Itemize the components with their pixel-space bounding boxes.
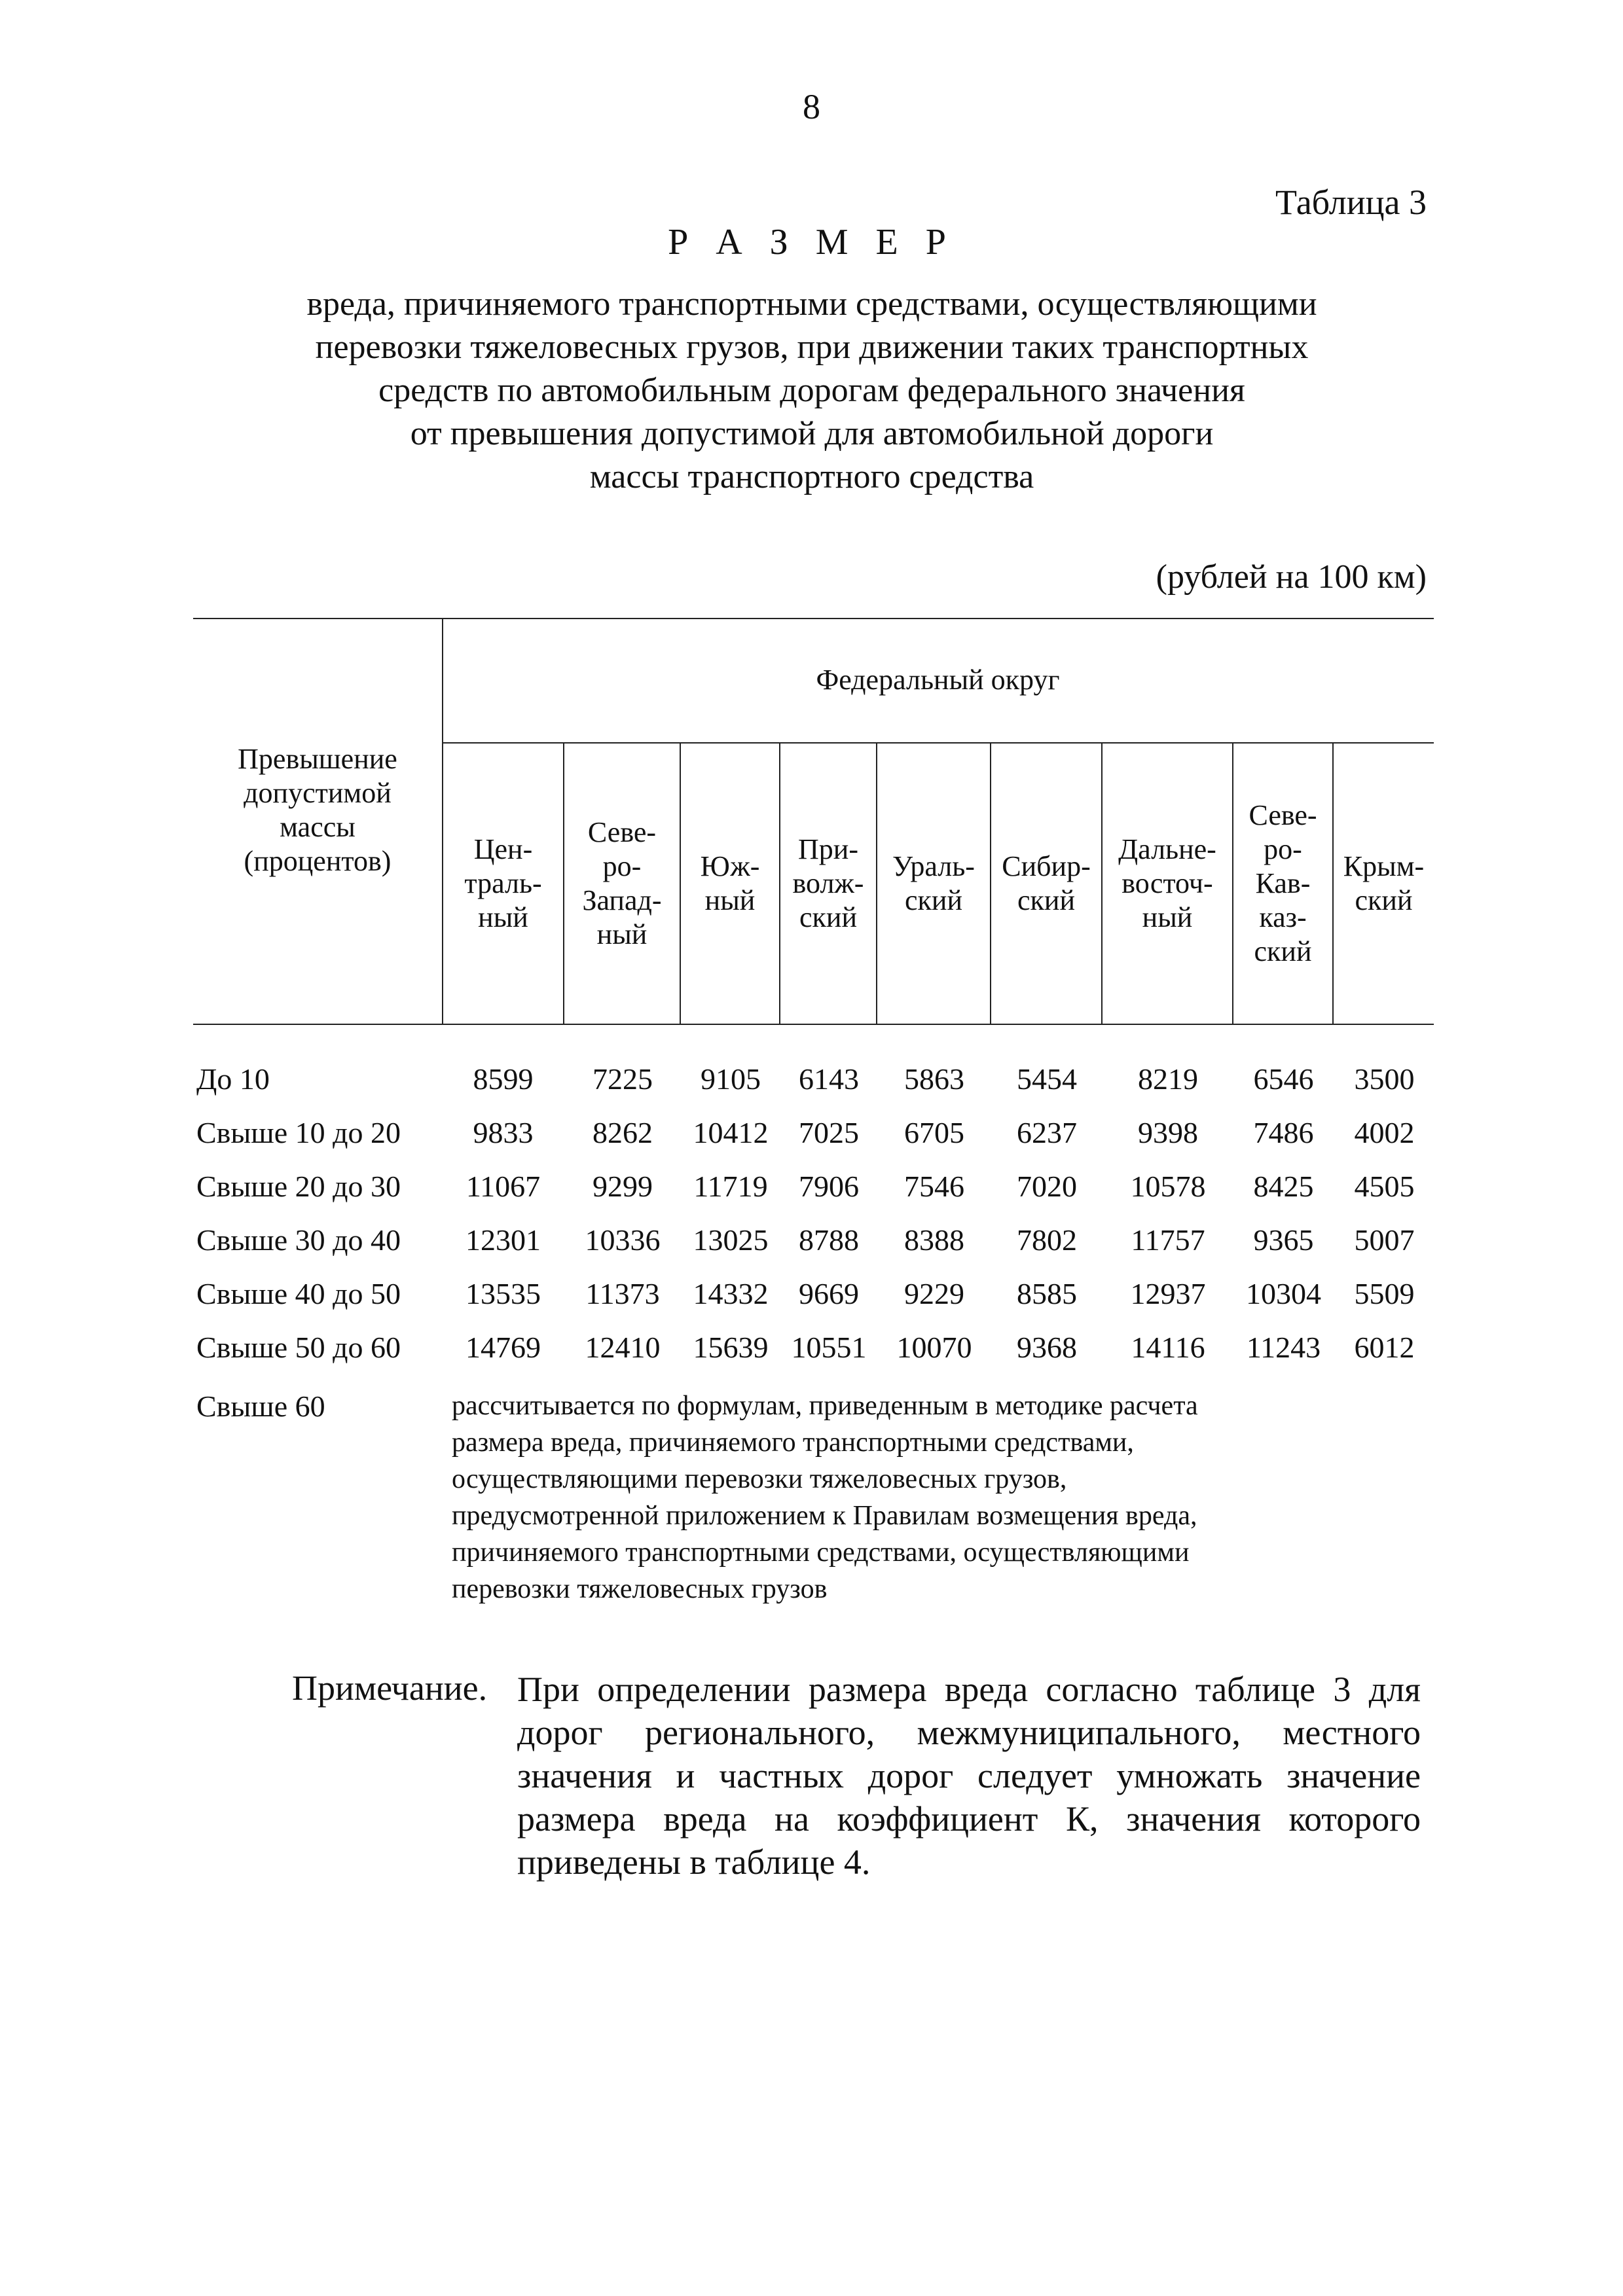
header-line: Кав- xyxy=(1255,867,1311,899)
cell-value: 4002 xyxy=(1354,1116,1415,1149)
column-header-crimean xyxy=(1334,744,1434,1024)
cell-value: 11067 xyxy=(465,1170,541,1203)
cell-value: 11243 xyxy=(1246,1331,1321,1364)
cell-value: 9833 xyxy=(473,1116,534,1149)
table-label: Таблица 3 xyxy=(1275,183,1427,222)
cell-value: 10412 xyxy=(693,1116,769,1149)
subtitle-line: средств по автомобильным дорогам федерального значения xyxy=(378,372,1245,409)
header-line: ский xyxy=(1017,884,1075,916)
description-line: размера вреда, причиняемого транспортными средствами, xyxy=(452,1427,1134,1458)
group-header: Федеральный округ xyxy=(816,664,1060,696)
note-text: При определении размера вреда согласно таблице 3 для дорог регионального, межмуниципального, местного значения и частных дорог следует умножать значение размера вреда на коэффициент К, значения которого приведены в таблице 4. xyxy=(517,1670,1421,1882)
table-row xyxy=(196,1223,1437,1268)
description-line: причиняемого транспортными средствами, осуществляющими xyxy=(452,1537,1190,1568)
row-header-line: Превышение xyxy=(238,743,397,775)
cell-value: 5007 xyxy=(1354,1223,1415,1257)
cell-value: 7225 xyxy=(593,1062,653,1096)
cell-value: 7020 xyxy=(1017,1170,1077,1203)
column-header-volga xyxy=(780,744,876,1024)
cell-value: 5863 xyxy=(904,1062,964,1096)
row-label: Свыше 30 до 40 xyxy=(196,1223,401,1257)
description-line: предусмотренной приложением к Правилам возмещения вреда, xyxy=(452,1501,1197,1531)
header-line: волж- xyxy=(792,867,864,899)
cell-value: 7546 xyxy=(904,1170,964,1203)
cell-value: 10336 xyxy=(585,1223,661,1257)
cell-value: 9229 xyxy=(904,1277,964,1310)
description-line: осуществляющими перевозки тяжеловесных грузов, xyxy=(452,1464,1067,1494)
header-line: каз- xyxy=(1259,901,1307,933)
cell-value: 9105 xyxy=(701,1062,761,1096)
row-header-line: массы xyxy=(280,811,356,843)
header-line: ный xyxy=(478,901,528,933)
header-line: ный xyxy=(1142,901,1193,933)
header-line: траль- xyxy=(464,867,542,899)
cell-value: 7486 xyxy=(1253,1116,1314,1149)
column-header-far-eastern xyxy=(1103,744,1232,1024)
header-line: ский xyxy=(799,901,857,933)
header-line: Запад- xyxy=(582,884,662,916)
table-row xyxy=(196,1276,1437,1322)
cell-value: 7802 xyxy=(1017,1223,1077,1257)
cell-value: 6012 xyxy=(1354,1331,1415,1364)
header-line: восточ- xyxy=(1122,867,1213,899)
header-line: ный xyxy=(596,918,647,950)
cell-value: 12301 xyxy=(465,1223,541,1257)
header-line: Ураль- xyxy=(892,850,975,882)
units-label: (рублей на 100 км) xyxy=(1156,558,1427,596)
row-label: Свыше 10 до 20 xyxy=(196,1116,401,1149)
cell-value: 8388 xyxy=(904,1223,964,1257)
column-header-ural xyxy=(877,744,990,1024)
row-label: До 10 xyxy=(196,1062,270,1096)
cell-value: 7025 xyxy=(799,1116,859,1149)
column-header-northwest xyxy=(564,744,680,1024)
document-title: Р А З М Е Р xyxy=(668,222,955,262)
cell-value: 12410 xyxy=(585,1331,661,1364)
over-60-description xyxy=(452,1388,1381,1607)
note-label: Примечание. xyxy=(292,1668,488,1708)
cell-value: 6705 xyxy=(904,1116,964,1149)
cell-value: 8585 xyxy=(1017,1277,1077,1310)
cell-value: 10578 xyxy=(1130,1170,1206,1203)
subtitle-line: массы транспортного средства xyxy=(589,458,1034,495)
cell-value: 13025 xyxy=(693,1223,769,1257)
cell-value: 9669 xyxy=(799,1277,859,1310)
cell-value: 5454 xyxy=(1017,1062,1077,1096)
header-line: Крым- xyxy=(1343,850,1425,882)
header-line: ский xyxy=(1254,935,1312,967)
cell-value: 8425 xyxy=(1253,1170,1314,1203)
cell-value: 11719 xyxy=(693,1170,768,1203)
row-label: Свыше 40 до 50 xyxy=(196,1277,401,1310)
subtitle-line: перевозки тяжеловесных грузов, при движении таких транспортных xyxy=(315,329,1309,366)
column-header-north-caucasian xyxy=(1233,744,1332,1024)
header-line: ский xyxy=(904,884,962,916)
cell-value: 3500 xyxy=(1354,1062,1415,1096)
description-line: перевозки тяжеловесных грузов xyxy=(452,1574,828,1604)
cell-value: 13535 xyxy=(465,1277,541,1310)
row-label-over-60: Свыше 60 xyxy=(196,1390,325,1423)
cell-value: 8262 xyxy=(593,1116,653,1149)
header-line: ный xyxy=(704,884,756,916)
cell-value: 12937 xyxy=(1130,1277,1206,1310)
cell-value: 14332 xyxy=(693,1277,769,1310)
header-line: Дальне- xyxy=(1118,833,1216,865)
table-header xyxy=(193,618,1434,1025)
subtitle-line: от превышения допустимой для автомобильной дороги xyxy=(410,415,1214,452)
page-number: 8 xyxy=(803,87,820,126)
header-line: Севе- xyxy=(1249,799,1317,831)
header-line: ро- xyxy=(1264,833,1302,865)
cell-value: 14116 xyxy=(1131,1331,1205,1364)
cell-value: 9365 xyxy=(1253,1223,1314,1257)
table-row xyxy=(196,1169,1437,1215)
row-label: Свыше 20 до 30 xyxy=(196,1170,401,1203)
description-line: рассчитывается по формулам, приведенным в методике расчета xyxy=(452,1391,1198,1421)
header-line: ский xyxy=(1355,884,1413,916)
table-row xyxy=(196,1062,1437,1107)
cell-value: 6237 xyxy=(1017,1116,1077,1149)
cell-value: 8219 xyxy=(1138,1062,1198,1096)
header-line: Юж- xyxy=(700,850,760,882)
cell-value: 7906 xyxy=(799,1170,859,1203)
subtitle-line: вреда, причиняемого транспортными средствами, осуществляющими xyxy=(306,285,1317,323)
document-subtitle xyxy=(196,283,1427,499)
header-line: ро- xyxy=(602,850,642,882)
cell-value: 4505 xyxy=(1354,1170,1415,1203)
cell-value: 14769 xyxy=(465,1331,541,1364)
header-line: Сибир- xyxy=(1002,850,1091,882)
column-header-siberian xyxy=(991,744,1101,1024)
table-row xyxy=(196,1115,1437,1161)
row-header-line: (процентов) xyxy=(244,845,392,877)
rule-bottom xyxy=(193,1024,1434,1025)
row-header xyxy=(193,742,442,906)
cell-value: 11373 xyxy=(585,1277,660,1310)
cell-value: 15639 xyxy=(693,1331,769,1364)
header-line: При- xyxy=(798,833,858,865)
cell-value: 10070 xyxy=(896,1331,972,1364)
column-header-southern xyxy=(681,744,779,1024)
row-label: Свыше 50 до 60 xyxy=(196,1331,401,1364)
table-row xyxy=(196,1330,1437,1376)
cell-value: 8788 xyxy=(799,1223,859,1257)
row-header-line: допустимой xyxy=(244,777,392,809)
cell-value: 6143 xyxy=(799,1062,859,1096)
cell-value: 5509 xyxy=(1354,1277,1415,1310)
cell-value: 9398 xyxy=(1138,1116,1198,1149)
cell-value: 11757 xyxy=(1131,1223,1205,1257)
column-header-central xyxy=(443,744,563,1024)
cell-value: 10304 xyxy=(1246,1277,1321,1310)
cell-value: 10551 xyxy=(791,1331,867,1364)
cell-value: 9299 xyxy=(593,1170,653,1203)
header-line: Севе- xyxy=(587,816,657,848)
cell-value: 6546 xyxy=(1253,1062,1314,1096)
header-line: Цен- xyxy=(473,833,533,865)
cell-value: 8599 xyxy=(473,1062,534,1096)
cell-value: 9368 xyxy=(1017,1331,1077,1364)
